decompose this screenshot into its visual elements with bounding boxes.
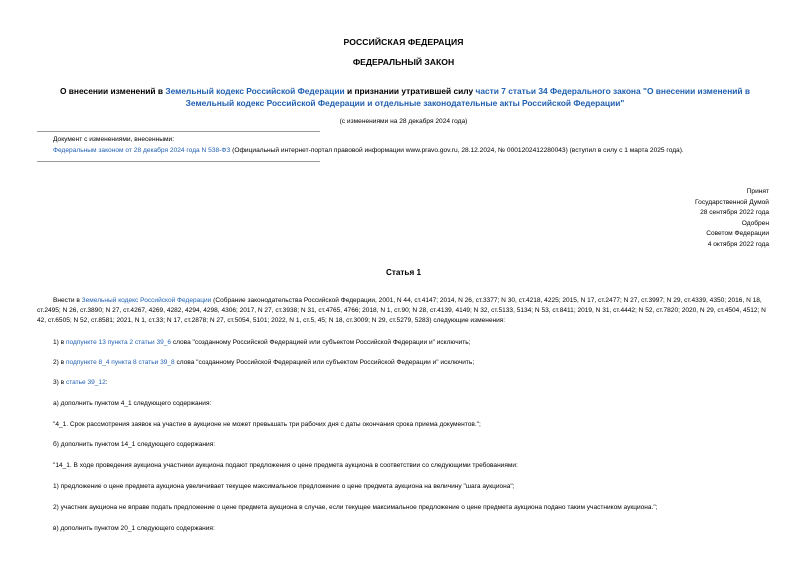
item-3b: б) дополнить пунктом 14_1 следующего содержания: — [53, 441, 216, 448]
intro-link-land-code[interactable]: Земельный кодекс Российской Федерации — [81, 297, 212, 304]
title-middle: и признании утратившей силу — [344, 86, 476, 96]
item-1-prefix: 1) в — [53, 339, 66, 346]
law-type-heading: ФЕДЕРАЛЬНЫЙ ЗАКОН — [352, 57, 455, 67]
title-link-land-code[interactable]: Земельный кодекс Российской Федерации — [165, 86, 345, 96]
item-3-prefix: 3) в — [53, 379, 66, 386]
adoption-line-3: 28 сентября 2022 года — [700, 209, 769, 216]
country-heading: РОССИЙСКАЯ ФЕДЕРАЦИЯ — [343, 37, 464, 47]
edition-note: (с изменениями на 28 декабря 2024 года) — [339, 118, 468, 125]
item-2-text: слова "созданному Российской Федерацией или субъектом Российской Федерации и" исключить; — [174, 359, 475, 366]
item-1-link[interactable]: подпункте 13 пункта 2 статьи 39_6 — [65, 339, 172, 346]
intro-text: (Собрание законодательства Российской Федерации, 2001, N 44, ст.4147; 2014, N 26, ст.3377; N 30, ст.4218, 4225; 2015, N 17, ст.2477; N 27, ст.3997; N 29, ст.4339, 4350; 2016, N 18, ст.2495; N 26, ст.3890; N 27, ст.4267, 4269, 4282, 4294, 4298, 4306; 2017, N 27, ст.3938; N 31, ст.4765, 4766; 2018, N 1, ст.90; N 28, ст.4139, 4149; N 32, ст.5133, 5134; N 53, ст.8411; 2019, N 31, ст.4442; N 52, ст.7820; 2020, N 29, ст.4504, 4512; N 42, ст.6505; N 52, ст.8581; 2021, N 1, ст.33; N 17, ст.2878; N 27, ст.5054, 5101; 2022, N 1, ст.5, 45; N 18, ст.3009; N 29, ст.5279, 5283) следующие изменения: — [37, 297, 766, 325]
item-2 — [53, 359, 474, 366]
item-2-prefix: 2) в — [53, 359, 66, 366]
item-3c: в) дополнить пунктом 20_1 следующего содержания: — [53, 525, 215, 532]
adoption-line-1: Принят — [746, 188, 769, 195]
item-14-1-sub-1: 1) предложение о цене предмета аукциона увеличивает текущее максимальное предложение о цене предмета аукциона на величину "шага аукциона"; — [53, 483, 515, 490]
title-prefix: О внесении изменений в — [59, 86, 166, 96]
law-title — [40, 85, 770, 109]
article-title: Статья 1 — [385, 268, 422, 277]
item-4-1-text: "4_1. Срок рассмотрения заявок на участие в аукционе не может превышать три рабочих дня с даты окончания срока приема документов."; — [53, 421, 481, 428]
amendments-line — [53, 147, 684, 154]
item-3a: а) дополнить пунктом 4_1 следующего содержания: — [53, 400, 212, 407]
intro-prefix: Внести в — [53, 297, 82, 304]
item-2-link[interactable]: подпункте 8_4 пункта 8 статьи 39_8 — [65, 359, 175, 366]
item-14-1-text: "14_1. В ходе проведения аукциона участники аукциона подают предложения о цене предмета аукциона в соответствии со следующими требованиями: — [53, 462, 518, 469]
title-link-article-34[interactable]: части 7 статьи 34 Федерального закона "О внесении изменений в Земельный кодекс Российской Федерации и отдельные законодательные акты Российской Федерации" — [185, 86, 751, 108]
amendments-heading: Документ с изменениями, внесенными: — [53, 136, 175, 143]
divider-top — [37, 131, 320, 132]
item-3-text: : — [105, 379, 108, 386]
adoption-block — [569, 187, 769, 250]
item-1-text: слова "созданному Российской Федерацией или субъектом Российской Федерации и" исключить; — [171, 339, 471, 346]
divider-bottom — [37, 161, 320, 162]
adoption-line-2: Государственной Думой — [695, 198, 769, 206]
amendment-law-link[interactable]: Федеральным законом от 28 декабря 2024 года N 538-ФЗ — [53, 147, 231, 154]
intro-paragraph — [37, 296, 772, 327]
item-3 — [53, 379, 108, 386]
item-3-link[interactable]: статье 39_12 — [65, 379, 106, 386]
amendment-source-text: (Официальный интернет-портал правовой информации www.pravo.gov.ru, 28.12.2024, № 0001202412280043) (вступил в силу с 1 марта 2025 года). — [230, 147, 684, 154]
adoption-line-6: 4 октября 2022 года — [707, 240, 769, 248]
adoption-line-5: Советом Федерации — [706, 230, 769, 237]
adoption-line-4: Одобрен — [741, 219, 769, 227]
item-1 — [53, 339, 471, 346]
item-14-1-sub-2: 2) участник аукциона не вправе подать предложение о цене предмета аукциона в случае, если текущее максимальное предложение о цене предмета аукциона подано таким участником аукциона."; — [53, 504, 658, 511]
